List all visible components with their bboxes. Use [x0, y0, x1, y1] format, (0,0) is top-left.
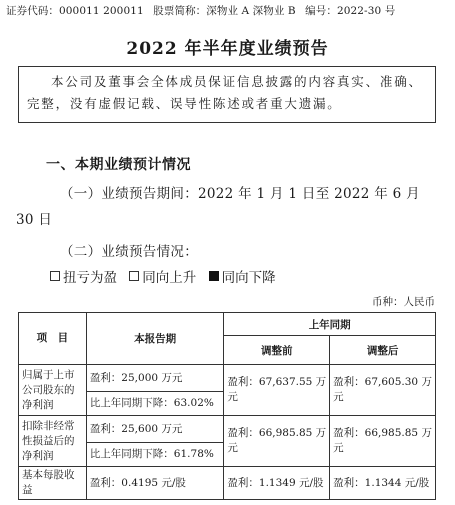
- forecast-period: [16, 181, 436, 233]
- prior-after: 盈利：67,605.30 万元: [330, 365, 436, 416]
- prior-before: 盈利：67,637.55 万元: [224, 365, 330, 416]
- forecast-period-line2: 30 日: [16, 212, 53, 228]
- option-label: 扭亏为盈: [63, 270, 117, 286]
- option-increase[interactable]: [129, 266, 196, 286]
- section-heading-forecast: 一、本期业绩预计情况: [46, 157, 191, 173]
- header-before-adjustment: 调整前: [224, 336, 330, 365]
- header-prior-period: 上年同期: [224, 313, 436, 336]
- option-label: 同向下降: [221, 270, 276, 286]
- document-header: [6, 3, 451, 18]
- current-change: 比上年同期下降：61.78%: [86, 443, 224, 467]
- checkbox-icon[interactable]: [50, 271, 60, 281]
- table-row: [19, 365, 436, 392]
- document-title: 2022 年半年度业绩预告: [126, 39, 329, 59]
- row-label: 扣除非经常性损益后的净利润: [19, 416, 87, 467]
- header-after-adjustment: 调整后: [330, 336, 436, 365]
- current-profit: 盈利：0.4195 元/股: [86, 467, 224, 500]
- current-profit: 盈利：25,600 万元: [86, 416, 224, 443]
- prior-before: 盈利：1.1349 元/股: [224, 467, 330, 500]
- checkbox-icon[interactable]: [129, 271, 139, 281]
- row-label: 归属于上市公司股东的净利润: [19, 365, 87, 416]
- table-row: [19, 416, 436, 443]
- header-current-period: 本报告期: [86, 313, 224, 365]
- row-label: 基本每股收益: [19, 467, 87, 500]
- current-change: 比上年同期下降：63.02%: [86, 392, 224, 416]
- option-turnaround[interactable]: [50, 266, 117, 286]
- stock-code: 证券代码：000011 200011: [6, 5, 144, 17]
- option-label: 同向上升: [142, 270, 197, 286]
- prior-after: 盈利：66,985.85 万元: [330, 416, 436, 467]
- forecast-status-label: （二）业绩预告情况：: [60, 244, 198, 260]
- checkbox-checked-icon[interactable]: [209, 271, 219, 281]
- table-row: [19, 467, 436, 500]
- currency-note: 币种：人民币: [372, 296, 435, 308]
- forecast-options: [50, 266, 284, 286]
- disclaimer-box: 本公司及董事会全体成员保证信息披露的内容真实、准确、完整，没有虚假记载、误导性陈述或者重大遗漏。: [18, 66, 436, 123]
- current-profit: 盈利：25,000 万元: [86, 365, 224, 392]
- performance-table: [18, 312, 436, 500]
- prior-before: 盈利：66,985.85 万元: [224, 416, 330, 467]
- forecast-period-line1: （一）业绩预告期间：2022 年 1 月 1 日至 2022 年 6 月: [60, 186, 420, 202]
- option-decrease[interactable]: [209, 266, 276, 286]
- serial-number: 编号：2022-30 号: [305, 5, 396, 17]
- prior-after: 盈利：1.1344 元/股: [330, 467, 436, 500]
- stock-name: 股票简称：深物业 A 深物业 B: [153, 5, 296, 17]
- header-item: 项 目: [19, 313, 87, 365]
